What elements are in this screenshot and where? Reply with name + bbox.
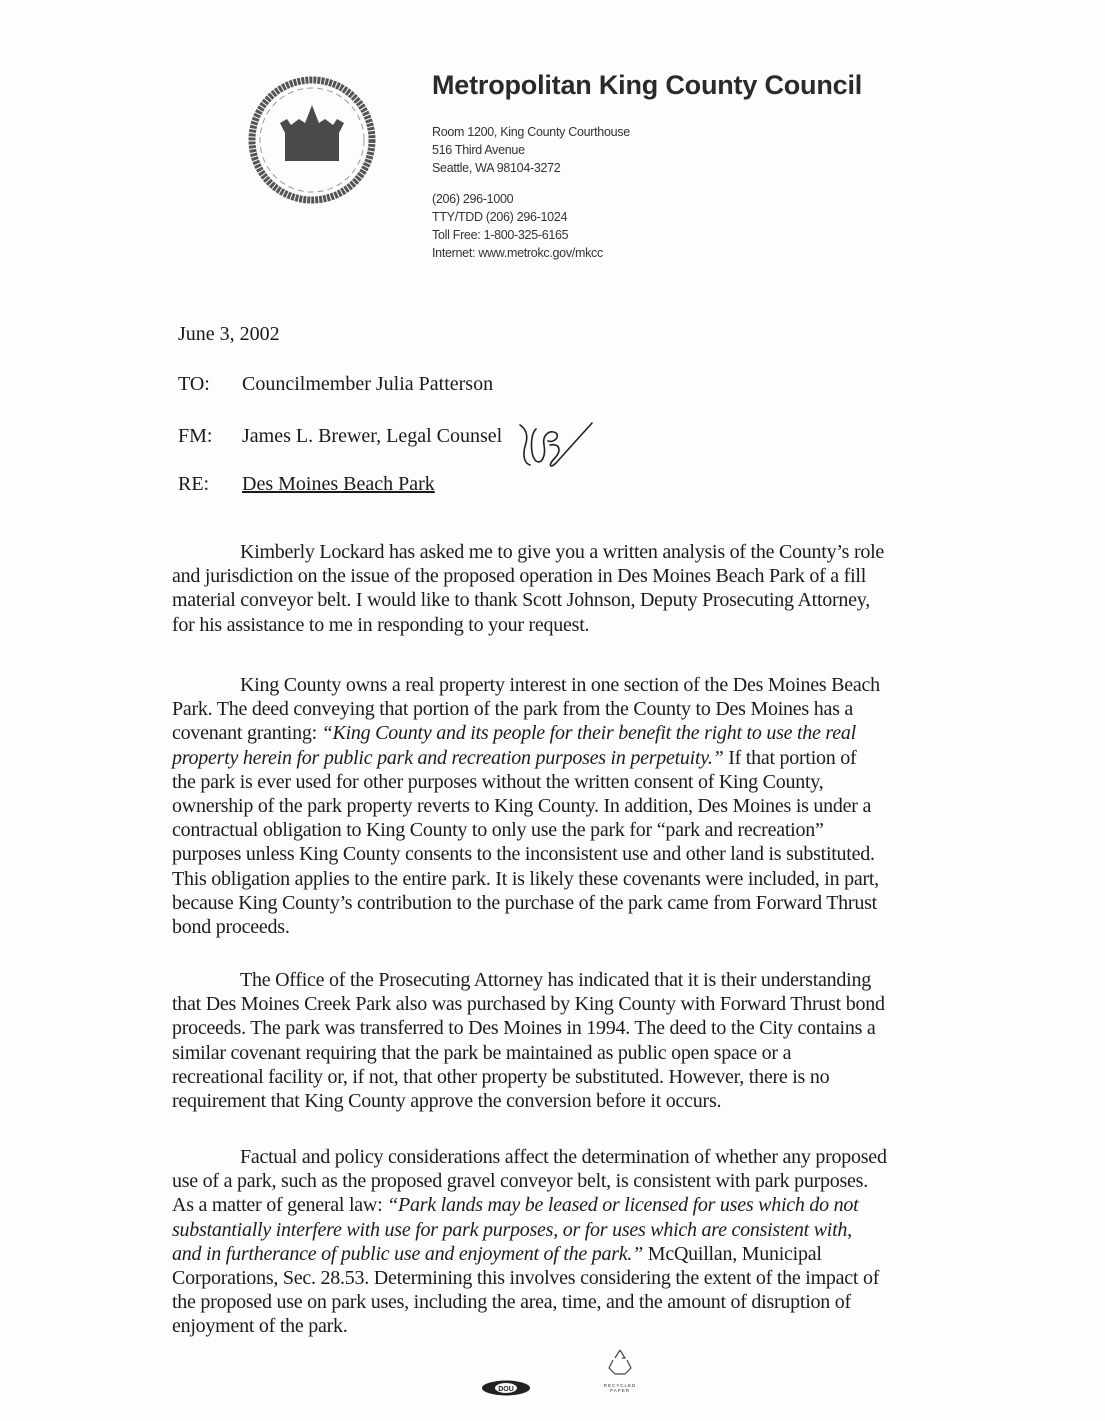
text-line: proceeds. The park was transferred to Des Moines in 1994. The deed to the City contains a (172, 1017, 876, 1040)
organization-title: Metropolitan King County Council (432, 70, 863, 100)
text-line: requirement that King County approve the conversion before it occurs. (172, 1090, 722, 1113)
text-line: King County owns a real property interest in one section of the Des Moines Beach (240, 674, 880, 696)
quoted-covenant: property herein for public park and recreation purposes in perpetuity.” (172, 746, 724, 769)
union-bug-text: DOU (498, 1386, 514, 1393)
text-segment: McQuillan, Municipal (643, 1242, 822, 1265)
text-line: the park is ever used for other purposes without the written consent of King County, (172, 770, 824, 793)
contact-block (432, 190, 603, 262)
text-line: use of a park, such as the proposed gravel conveyor belt, is consistent with park purposes. (172, 1170, 868, 1193)
text-line (172, 1193, 947, 1217)
phone-number: (206) 296-1000 (432, 192, 514, 206)
text-line: recreational facility or, if not, that other property be substituted. However, there is no (172, 1065, 830, 1088)
text-line: Kimberly Lockard has asked me to give you a written analysis of the County’s role (240, 541, 885, 563)
text-line (172, 746, 947, 770)
text-line: contractual obligation to King County to only use the park for “park and recreation” (172, 819, 824, 842)
from-value: James L. Brewer, Legal Counsel (242, 425, 503, 447)
quoted-law: and in furtherance of public use and enjoyment of the park.” (172, 1242, 644, 1265)
text-line (172, 1218, 947, 1242)
text-line: Park. The deed conveying that portion of the park from the County to Des Moines has a (172, 698, 854, 721)
re-value: Des Moines Beach Park (242, 473, 435, 495)
recycle-label: RECYCLED (603, 1383, 637, 1388)
text-line: purposes unless King County consents to the inconsistent use and other land is substituted. (172, 843, 875, 866)
text-line (172, 721, 947, 745)
text-line: The Office of the Prosecuting Attorney has indicated that it is their understanding (240, 969, 871, 991)
text-line: This obligation applies to the entire park. It is likely these covenants were included, in part, (172, 867, 879, 890)
text-line: Corporations, Sec. 28.53. Determining this involves considering the extent of the impact of (172, 1267, 880, 1290)
text-line: because King County’s contribution to the purchase of the park came from Forward Thrust (172, 891, 877, 914)
paragraph-3 (172, 968, 947, 1113)
quoted-covenant: “King County and its people for their benefit the right to use the real (321, 722, 856, 745)
quoted-law: “Park lands may be leased or licensed for uses which do not (387, 1194, 859, 1217)
king-county-seal-icon (247, 75, 377, 205)
text-segment: As a matter of general law: (172, 1194, 388, 1217)
recycled-paper-mark (592, 1348, 648, 1408)
text-line (172, 1242, 947, 1266)
text-line: and jurisdiction on the issue of the proposed operation in Des Moines Beach Park of a fill (172, 565, 867, 588)
address-block (432, 123, 630, 177)
memo-date: June 3, 2002 (178, 323, 280, 345)
recycle-icon (607, 1348, 633, 1378)
tty-number: TTY/TDD (206) 296-1024 (432, 210, 568, 224)
text-line: material conveyor belt. I would like to thank Scott Johnson, Deputy Prosecuting Attorney, (172, 589, 870, 612)
from-label: FM: (178, 425, 213, 447)
text-line: for his assistance to me in responding to your request. (172, 613, 590, 636)
paragraph-4 (172, 1145, 947, 1339)
address-line: Room 1200, King County Courthouse (432, 125, 630, 139)
text-line: bond proceeds. (172, 916, 290, 939)
text-line: ownership of the park property reverts to King County. In addition, Des Moines is under a (172, 795, 872, 818)
paragraph-2 (172, 673, 947, 939)
memo-re (178, 473, 435, 496)
re-label: RE: (178, 473, 210, 495)
address-line: 516 Third Avenue (432, 143, 525, 157)
paragraph-1 (172, 540, 947, 637)
recycle-label: PAPER (610, 1388, 630, 1393)
to-label: TO: (178, 373, 210, 395)
text-segment: If that portion of (723, 746, 857, 769)
address-line: Seattle, WA 98104-3272 (432, 161, 561, 175)
website: Internet: www.metrokc.gov/mkcc (432, 246, 603, 260)
signature-icon (516, 415, 596, 470)
memo-from (178, 425, 502, 448)
text-line: that Des Moines Creek Park also was purchased by King County with Forward Thrust bond (172, 993, 885, 1016)
text-line: enjoyment of the park. (172, 1315, 348, 1338)
text-line: similar covenant requiring that the park be maintained as public open space or a (172, 1041, 792, 1064)
text-line: Factual and policy considerations affect the determination of whether any proposed (240, 1146, 887, 1168)
text-line: the proposed use on park uses, including the area, time, and the amount of disruption of (172, 1291, 851, 1314)
toll-free-number: Toll Free: 1-800-325-6165 (432, 228, 569, 242)
quoted-law: substantially interfere with use for park purposes, or for uses which are consistent with, (172, 1218, 852, 1241)
union-bug-icon (480, 1379, 532, 1397)
to-value: Councilmember Julia Patterson (242, 373, 494, 395)
memo-to (178, 373, 493, 396)
text-segment: covenant granting: (172, 722, 322, 745)
